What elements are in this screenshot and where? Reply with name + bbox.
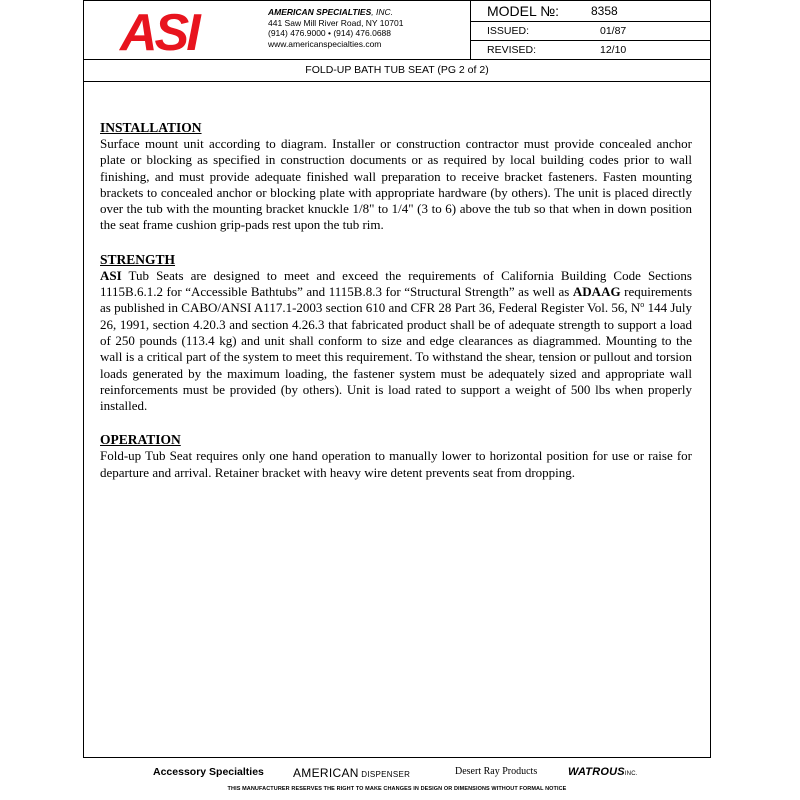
revised-value: 12/10 [600,44,627,56]
document-subtitle: FOLD-UP BATH TUB SEAT (PG 2 of 2) [83,60,711,82]
footer-notice: THIS MANUFACTURER RESERVES THE RIGHT TO MAKE CHANGES IN DESIGN OR DIMENSIONS WITHOUT FORMAL NOTICE [227,786,567,792]
brand-dispenser: DISPENSER [358,770,411,779]
company-info [268,7,403,49]
company-name-line [268,7,403,18]
document-meta [470,0,711,60]
operation-text: Fold-up Tub Seat requires only one hand operation to manually lower to horizontal position for use or raise for departure and arrival. Retainer bracket with heavy wire detent prevents seat from dropping. [100,448,692,480]
strength-adaag: ADAAG [572,284,621,300]
brand-desert-ray: Desert Ray Products [455,766,538,777]
strength-number-sup: o [640,300,645,310]
model-row [471,0,711,22]
operation-section [100,431,692,481]
company-address: 441 Saw Mill River Road, NY 10701 [268,17,404,28]
strength-heading: STRENGTH [100,251,176,267]
operation-heading: OPERATION [100,432,181,448]
brand-watrous-main: WATROUS [568,766,625,778]
strength-section [100,251,692,415]
installation-section [100,119,692,234]
brand-accessory-specialties: Accessory Specialties [153,766,264,778]
strength-part-3: 144 July 26, 1991, section 4.20.3 and section 4.26.3 that fabricated product shall be of adequate strength to support a load of 250 pounds (113.4 kg) and unit shall conform to size and edge clearances as diagrammed. Mounting to the wall is a critical part of the system to meet this requirement. To withstand the shear, tension or pullout and torsion loads generated by the maximum loading, the fastener system must be adequately sized and appropriate wall reinforcements must be provided (by others). Unit is load rated to support a weight of 500 lbs when properly installed. [100,300,693,414]
strength-text [100,268,692,415]
issued-label: ISSUED: [487,25,530,37]
model-value: 8358 [591,4,618,18]
brand-american-dispenser [293,766,410,780]
company-phone: (914) 476.9000 • (914) 476.0688 [268,28,392,38]
footer-brands [83,764,711,782]
company-website: www.americanspecialties.com [268,38,382,49]
strength-asi: ASI [100,267,122,283]
revised-label: REVISED: [487,44,537,56]
installation-text: Surface mount unit according to diagram. Installer or construction contractor must provide concealed anchor plate or blocking as specified in construction documents or as required by local building codes prior to wall finishing, and must provide adequate finished wall preparation to receive bracket fasteners. Fasten mounting brackets to concealed anchor or blocking plate with appropriate hardware (by others). The unit is placed directly over the tub with the mounting bracket knuckle 1/8" to 1/4" (3 to 6) above the tub so that when in down position the seat frame cushion grip-pads rest upon the tub rim. [100,136,692,233]
brand-american: AMERICAN [293,766,359,780]
asi-logo [118,6,218,54]
installation-heading: INSTALLATION [100,120,202,135]
model-label: MODEL №: [487,3,560,19]
revised-row [471,41,711,60]
brand-watrous-inc: INC. [624,771,638,777]
issued-row [471,22,711,41]
brand-watrous [568,766,638,778]
company-name: AMERICAN SPECIALTIES [268,7,372,17]
strength-part-1: Tub Seats are designed to meet and exceed the requirements of California Building Code Sections 1115B.6.1.2 for “Accessible Bathtubs” and 1115B.8.3 for “Structural Strength” as well as [100,267,692,300]
issued-value: 01/87 [600,25,627,37]
logo-text: ASI [120,6,198,54]
company-suffix: , INC. [371,7,394,17]
strength-part-2: requirements as published in CABO/ANSI A117.1-2003 section 610 and CFR 28 Part 36, Federal Register Vol. 56, N [100,284,692,316]
document-body [100,119,692,498]
